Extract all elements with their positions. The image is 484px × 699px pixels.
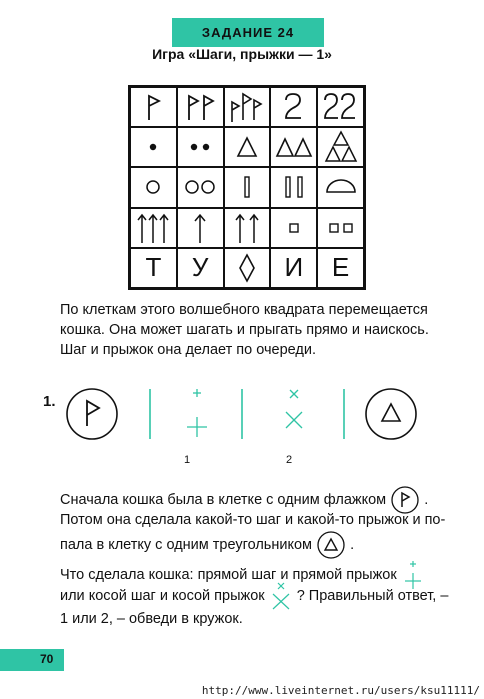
- cell-one-bar: [224, 167, 271, 207]
- task-line: [60, 530, 470, 560]
- triangle-icon: [227, 130, 267, 164]
- triangle-circle-icon: [316, 530, 346, 560]
- cell-two-circles: [177, 167, 224, 207]
- task-text: Сначала кошка была в клетке с одним флажком: [60, 491, 387, 508]
- cell-three-flags: [224, 87, 271, 127]
- page-number: 70: [40, 652, 54, 666]
- cell-letter-t: [130, 248, 177, 288]
- task-text: или косой шаг и косой прыжок: [60, 587, 265, 604]
- end-triangle-circle: [366, 389, 416, 439]
- diagonal-move-icon: [286, 390, 302, 428]
- straight-move-icon: [187, 389, 207, 437]
- cell-two-squares: [317, 208, 364, 248]
- cell-two-flags: [177, 87, 224, 127]
- cell-one-arrow: [177, 208, 224, 248]
- circle-icon: [133, 170, 173, 204]
- two-flags-icon: [180, 90, 220, 124]
- cell-letter-e: [317, 248, 364, 288]
- variant-1-label: 1: [184, 454, 191, 466]
- cell-letter-i: [270, 248, 317, 288]
- two-squares-icon: [321, 211, 361, 245]
- square-icon: [274, 211, 314, 245]
- start-flag-circle: [67, 389, 117, 439]
- intro-line: кошка. Она может шагать и прыгать прямо и наискось.: [60, 322, 429, 338]
- task-text: 1 или 2, – обведи в кружок.: [60, 611, 243, 627]
- cell-one-circle: [130, 167, 177, 207]
- intro-line: Шаг и прыжок она делает по очереди.: [60, 342, 316, 358]
- task-title: ЗАДАНИЕ 24: [201, 25, 295, 40]
- cell-one-dot: [130, 127, 177, 167]
- two-circles-icon: [180, 170, 220, 204]
- cell-two-triangles: [270, 127, 317, 167]
- diamond-icon: [227, 251, 267, 285]
- arrow-up-icon: [180, 211, 220, 245]
- three-triangles-icon: [321, 130, 361, 164]
- cell-two-bars: [270, 167, 317, 207]
- flag-icon: [133, 90, 173, 124]
- task-text: пала в клетку с одним треугольником: [60, 536, 313, 553]
- cell-one-flag: [130, 87, 177, 127]
- two-bars-icon: [274, 170, 314, 204]
- two-triangles-icon: [274, 130, 314, 164]
- s-shape-icon: [274, 90, 314, 124]
- task-text-end: ? Правильный ответ, –: [296, 587, 449, 604]
- task-figure-row: [60, 384, 420, 444]
- game-subtitle: Игра «Шаги, прыжки — 1»: [152, 46, 332, 62]
- source-watermark: http://www.liveinternet.ru/users/ksu11111/: [201, 684, 480, 697]
- bar-icon: [227, 170, 267, 204]
- dot-icon: [133, 130, 173, 164]
- task-header: [172, 18, 324, 47]
- task-text: Что сделала кошка: прямой шаг и прямой прыжок: [60, 566, 397, 583]
- cell-diamond: [224, 248, 271, 288]
- three-flags-icon: [227, 90, 267, 124]
- intro-line: По клеткам этого волшебного квадрата перемещается: [60, 302, 428, 318]
- magic-square-grid: [128, 85, 366, 290]
- cell-three-arrows: [130, 208, 177, 248]
- task-text-end: .: [424, 491, 429, 508]
- cell-one-s: [270, 87, 317, 127]
- letter-e: Е: [331, 252, 350, 283]
- cell-two-arrows: [224, 208, 271, 248]
- cell-half-circle: [317, 167, 364, 207]
- two-arrows-icon: [227, 211, 267, 245]
- letter-t: Т: [145, 252, 162, 283]
- two-s-shapes-icon: [321, 90, 361, 124]
- three-arrows-icon: [133, 211, 173, 245]
- diagonal-move-small-icon: [269, 582, 293, 610]
- cell-two-s: [317, 87, 364, 127]
- task-line: [60, 582, 470, 610]
- cell-one-triangle: [224, 127, 271, 167]
- letter-i: И: [284, 252, 304, 283]
- page-number-bar: [0, 649, 64, 671]
- intro-paragraph: [60, 300, 460, 360]
- variant-2-label: 2: [286, 454, 293, 466]
- letter-u: У: [191, 252, 209, 283]
- cell-letter-u: [177, 248, 224, 288]
- cell-three-triangles: [317, 127, 364, 167]
- cell-one-square: [270, 208, 317, 248]
- task-text-end: .: [350, 536, 355, 553]
- task-number: 1.: [43, 393, 56, 410]
- two-dots-icon: [180, 130, 220, 164]
- half-circle-icon: [321, 170, 361, 204]
- cell-two-dots: [177, 127, 224, 167]
- task-text: Потом она сделала какой-то шаг и какой-то прыжок и по-: [60, 512, 446, 528]
